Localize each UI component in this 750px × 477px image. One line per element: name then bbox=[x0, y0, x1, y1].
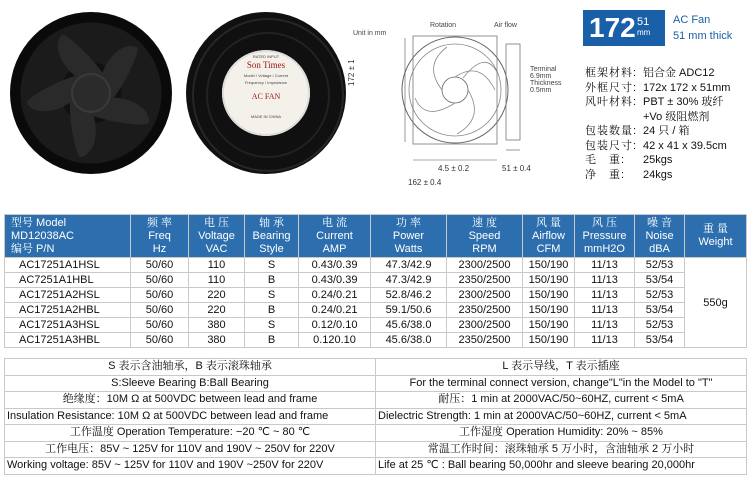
table-cell: 52/53 bbox=[635, 288, 685, 303]
notes-table bbox=[4, 358, 747, 475]
spec-key: 包装数量: bbox=[585, 125, 638, 137]
header-model: 型号 Model MD12038AC 编号 P/N bbox=[5, 215, 131, 258]
table-cell: AC17251A2HSL bbox=[5, 288, 131, 303]
note-left: 绝缘度：10M Ω at 500VDC between lead and frame bbox=[5, 392, 376, 409]
table-cell: 50/60 bbox=[131, 288, 189, 303]
table-row bbox=[5, 303, 747, 318]
table-cell: 59.1/50.6 bbox=[371, 303, 447, 318]
table-cell: 0.43/0.39 bbox=[299, 273, 371, 288]
table-row bbox=[5, 258, 747, 273]
table-cell: 2350/2500 bbox=[447, 303, 523, 318]
table-cell: 0.120.10 bbox=[299, 333, 371, 348]
spec-value: 172x 172 x 51mm bbox=[643, 81, 731, 94]
note-left: Insulation Resistance: 10M Ω at 500VDC between lead and frame bbox=[5, 408, 376, 425]
table-cell: 47.3/42.9 bbox=[371, 258, 447, 273]
table-cell: AC17251A1HSL bbox=[5, 258, 131, 273]
table-cell: 50/60 bbox=[131, 303, 189, 318]
note-left: 工作温度 Operation Temperature: −20 ℃ ~ 80 ℃ bbox=[5, 425, 376, 442]
table-cell: 150/190 bbox=[523, 288, 575, 303]
dim-width: 162 ± 0.4 bbox=[408, 178, 442, 187]
header-power: 功 率 Power Watts bbox=[371, 215, 447, 258]
table-cell: AC17251A3HSL bbox=[5, 318, 131, 333]
table-cell: 110 bbox=[189, 258, 245, 273]
dim-height: 172 ± 1 bbox=[347, 59, 356, 86]
table-cell: 0.12/0.10 bbox=[299, 318, 371, 333]
table-row bbox=[5, 288, 747, 303]
spec-key: 净 重: bbox=[585, 168, 626, 181]
table-cell: 47.3/42.9 bbox=[371, 273, 447, 288]
table-cell: 11/13 bbox=[575, 273, 635, 288]
table-cell: 2300/2500 bbox=[447, 288, 523, 303]
spec-row bbox=[585, 139, 730, 154]
spec-value: 25kgs bbox=[643, 154, 673, 166]
spec-key bbox=[585, 110, 643, 125]
table-cell: 50/60 bbox=[131, 318, 189, 333]
badge-thickness: 51 bbox=[637, 16, 650, 28]
table-cell: 150/190 bbox=[523, 318, 575, 333]
table-cell: 45.6/38.0 bbox=[371, 333, 447, 348]
table-cell: 53/54 bbox=[635, 333, 685, 348]
notes-row bbox=[5, 392, 747, 409]
note-right: Life at 25 ℃ : Ball bearing 50,000hr and sleeve bearing 20,000hr bbox=[376, 458, 747, 475]
note-left: S 表示含油轴承，B 表示滚珠轴承 bbox=[5, 359, 376, 376]
notes-row bbox=[5, 359, 747, 376]
rotation-label: Rotation bbox=[430, 22, 457, 29]
spec-row bbox=[585, 95, 730, 110]
table-cell: 110 bbox=[189, 273, 245, 288]
table-cell: 11/13 bbox=[575, 333, 635, 348]
table-cell: 2350/2500 bbox=[447, 273, 523, 288]
table-cell: 380 bbox=[189, 318, 245, 333]
fan-back-photo bbox=[10, 12, 172, 174]
table-cell: S bbox=[245, 318, 299, 333]
notes-row bbox=[5, 375, 747, 392]
table-cell: 0.24/0.21 bbox=[299, 303, 371, 318]
note-left: S:Sleeve Bearing B:Ball Bearing bbox=[5, 375, 376, 392]
table-cell: 11/13 bbox=[575, 288, 635, 303]
table-cell: 11/13 bbox=[575, 303, 635, 318]
note-right: Dielectric Strength: 1 min at 2000VAC/50~60HZ, current < 5mA bbox=[376, 408, 747, 425]
badge-size: 172 bbox=[589, 12, 636, 43]
fan-type: AC Fan bbox=[673, 14, 711, 26]
table-cell: 2300/2500 bbox=[447, 258, 523, 273]
note-right: For the terminal connect version, change"L"in the Model to "T" bbox=[376, 375, 747, 392]
header-weight: 重 量 Weight bbox=[685, 215, 747, 258]
table-row bbox=[5, 333, 747, 348]
spec-value: 24kgs bbox=[643, 168, 673, 181]
spec-value: 42 x 41 x 39.5cm bbox=[643, 139, 727, 152]
note-right: 工作湿度 Operation Humidity: 20% ~ 85% bbox=[376, 425, 747, 442]
note-right: 耐压：1 min at 2000VAC/50~60HZ, current < 5mA bbox=[376, 392, 747, 409]
table-cell: 50/60 bbox=[131, 333, 189, 348]
table-cell: S bbox=[245, 288, 299, 303]
airflow-label: Air flow bbox=[494, 22, 517, 29]
header-freq: 频 率 Freq Hz bbox=[131, 215, 189, 258]
spec-list bbox=[585, 66, 730, 182]
table-cell: 380 bbox=[189, 333, 245, 348]
dim-depth: 51 ± 0.4 bbox=[502, 164, 531, 173]
table-row bbox=[5, 273, 747, 288]
table-cell: 11/13 bbox=[575, 318, 635, 333]
header-speed: 速 度 Speed RPM bbox=[447, 215, 523, 258]
table-cell: 52.8/46.2 bbox=[371, 288, 447, 303]
size-badge bbox=[583, 10, 665, 46]
notes-row bbox=[5, 408, 747, 425]
spec-key: 风叶材料: bbox=[585, 96, 638, 108]
table-cell: AC17251A2HBL bbox=[5, 303, 131, 318]
table-cell: 11/13 bbox=[575, 258, 635, 273]
thickness-value: 0.5mm bbox=[530, 87, 552, 94]
table-cell: S bbox=[245, 258, 299, 273]
table-cell: B bbox=[245, 333, 299, 348]
table-cell: AC7251A1HBL bbox=[5, 273, 131, 288]
table-cell: 150/190 bbox=[523, 258, 575, 273]
header-bearing: 轴 承 Bearing Style bbox=[245, 215, 299, 258]
spec-row bbox=[585, 110, 730, 125]
label-type: AC FAN bbox=[251, 92, 281, 101]
table-cell: B bbox=[245, 303, 299, 318]
notes-row bbox=[5, 441, 747, 458]
spec-table bbox=[4, 214, 747, 348]
table-cell: 50/60 bbox=[131, 273, 189, 288]
terminal-label: Terminal bbox=[530, 66, 557, 73]
notes-row bbox=[5, 458, 747, 475]
table-cell: AC17251A3HBL bbox=[5, 333, 131, 348]
table-cell: 52/53 bbox=[635, 318, 685, 333]
label-brand: Son Times bbox=[246, 60, 286, 70]
spec-row bbox=[585, 153, 730, 168]
spec-value: PBT ± 30% 玻纤 bbox=[643, 96, 724, 108]
spec-value: 24 只 / 箱 bbox=[643, 125, 690, 137]
spec-row bbox=[585, 81, 730, 96]
drawing-unit-label: Unit in mm bbox=[353, 30, 387, 37]
spec-value: 铝合金 ADC12 bbox=[643, 67, 715, 79]
table-row bbox=[5, 318, 747, 333]
header-current: 电 流 Current AMP bbox=[299, 215, 371, 258]
table-cell: 53/54 bbox=[635, 273, 685, 288]
header-pressure: 风 压 Pressure mmH2O bbox=[575, 215, 635, 258]
table-cell: 150/190 bbox=[523, 273, 575, 288]
spec-key: 框架材料: bbox=[585, 67, 638, 79]
spec-value: +Vo 级阻燃剂 bbox=[643, 110, 710, 123]
table-cell: 150/190 bbox=[523, 303, 575, 318]
fan-label-sticker: RATED INPUT Son Times Model / Voltage / Current Frequency / Impedance AC FAN MADE IN CHINA bbox=[222, 50, 310, 136]
note-right: 常温工作时间：滚珠轴承 5 万小时，含油轴承 2 万小时 bbox=[376, 441, 747, 458]
table-cell: 0.24/0.21 bbox=[299, 288, 371, 303]
fan-front-photo bbox=[186, 12, 346, 174]
table-header-row bbox=[5, 215, 747, 258]
thickness-note: Thickness bbox=[530, 80, 562, 87]
table-cell: B bbox=[245, 273, 299, 288]
table-cell: 52/53 bbox=[635, 258, 685, 273]
dim-hole: 4.5 ± 0.2 bbox=[438, 164, 470, 173]
table-cell: 53/54 bbox=[635, 303, 685, 318]
table-cell: 45.6/38.0 bbox=[371, 318, 447, 333]
badge-unit: mm bbox=[637, 28, 651, 37]
header-noise: 噪 音 Noise dBA bbox=[635, 215, 685, 258]
weight-cell: 550g bbox=[685, 258, 747, 348]
note-right: L 表示导线，T 表示插座 bbox=[376, 359, 747, 376]
fan-thickness: 51 mm thick bbox=[673, 30, 733, 42]
header-airflow: 风 量 Airflow CFM bbox=[523, 215, 575, 258]
note-left: 工作电压：85V ~ 125V for 110V and 190V ~ 250V for 220V bbox=[5, 441, 376, 458]
spec-key: 包装尺寸: bbox=[585, 139, 638, 152]
table-cell: 0.43/0.39 bbox=[299, 258, 371, 273]
notes-row bbox=[5, 425, 747, 442]
spec-row bbox=[585, 66, 730, 81]
table-cell: 2350/2500 bbox=[447, 333, 523, 348]
spec-key: 毛 重: bbox=[585, 154, 626, 166]
table-cell: 150/190 bbox=[523, 333, 575, 348]
spec-row bbox=[585, 168, 730, 183]
terminal-note bbox=[530, 66, 562, 94]
table-cell: 220 bbox=[189, 303, 245, 318]
note-left: Working voltage: 85V ~ 125V for 110V and 190V ~250V for 220V bbox=[5, 458, 376, 475]
terminal-size: 6.9mm bbox=[530, 73, 552, 80]
table-cell: 220 bbox=[189, 288, 245, 303]
table-cell: 50/60 bbox=[131, 258, 189, 273]
model-badge bbox=[583, 10, 743, 46]
table-cell: 2300/2500 bbox=[447, 318, 523, 333]
spec-row bbox=[585, 124, 730, 139]
spec-key: 外框尺寸: bbox=[585, 81, 638, 94]
header-voltage: 电 压 Voltage VAC bbox=[189, 215, 245, 258]
